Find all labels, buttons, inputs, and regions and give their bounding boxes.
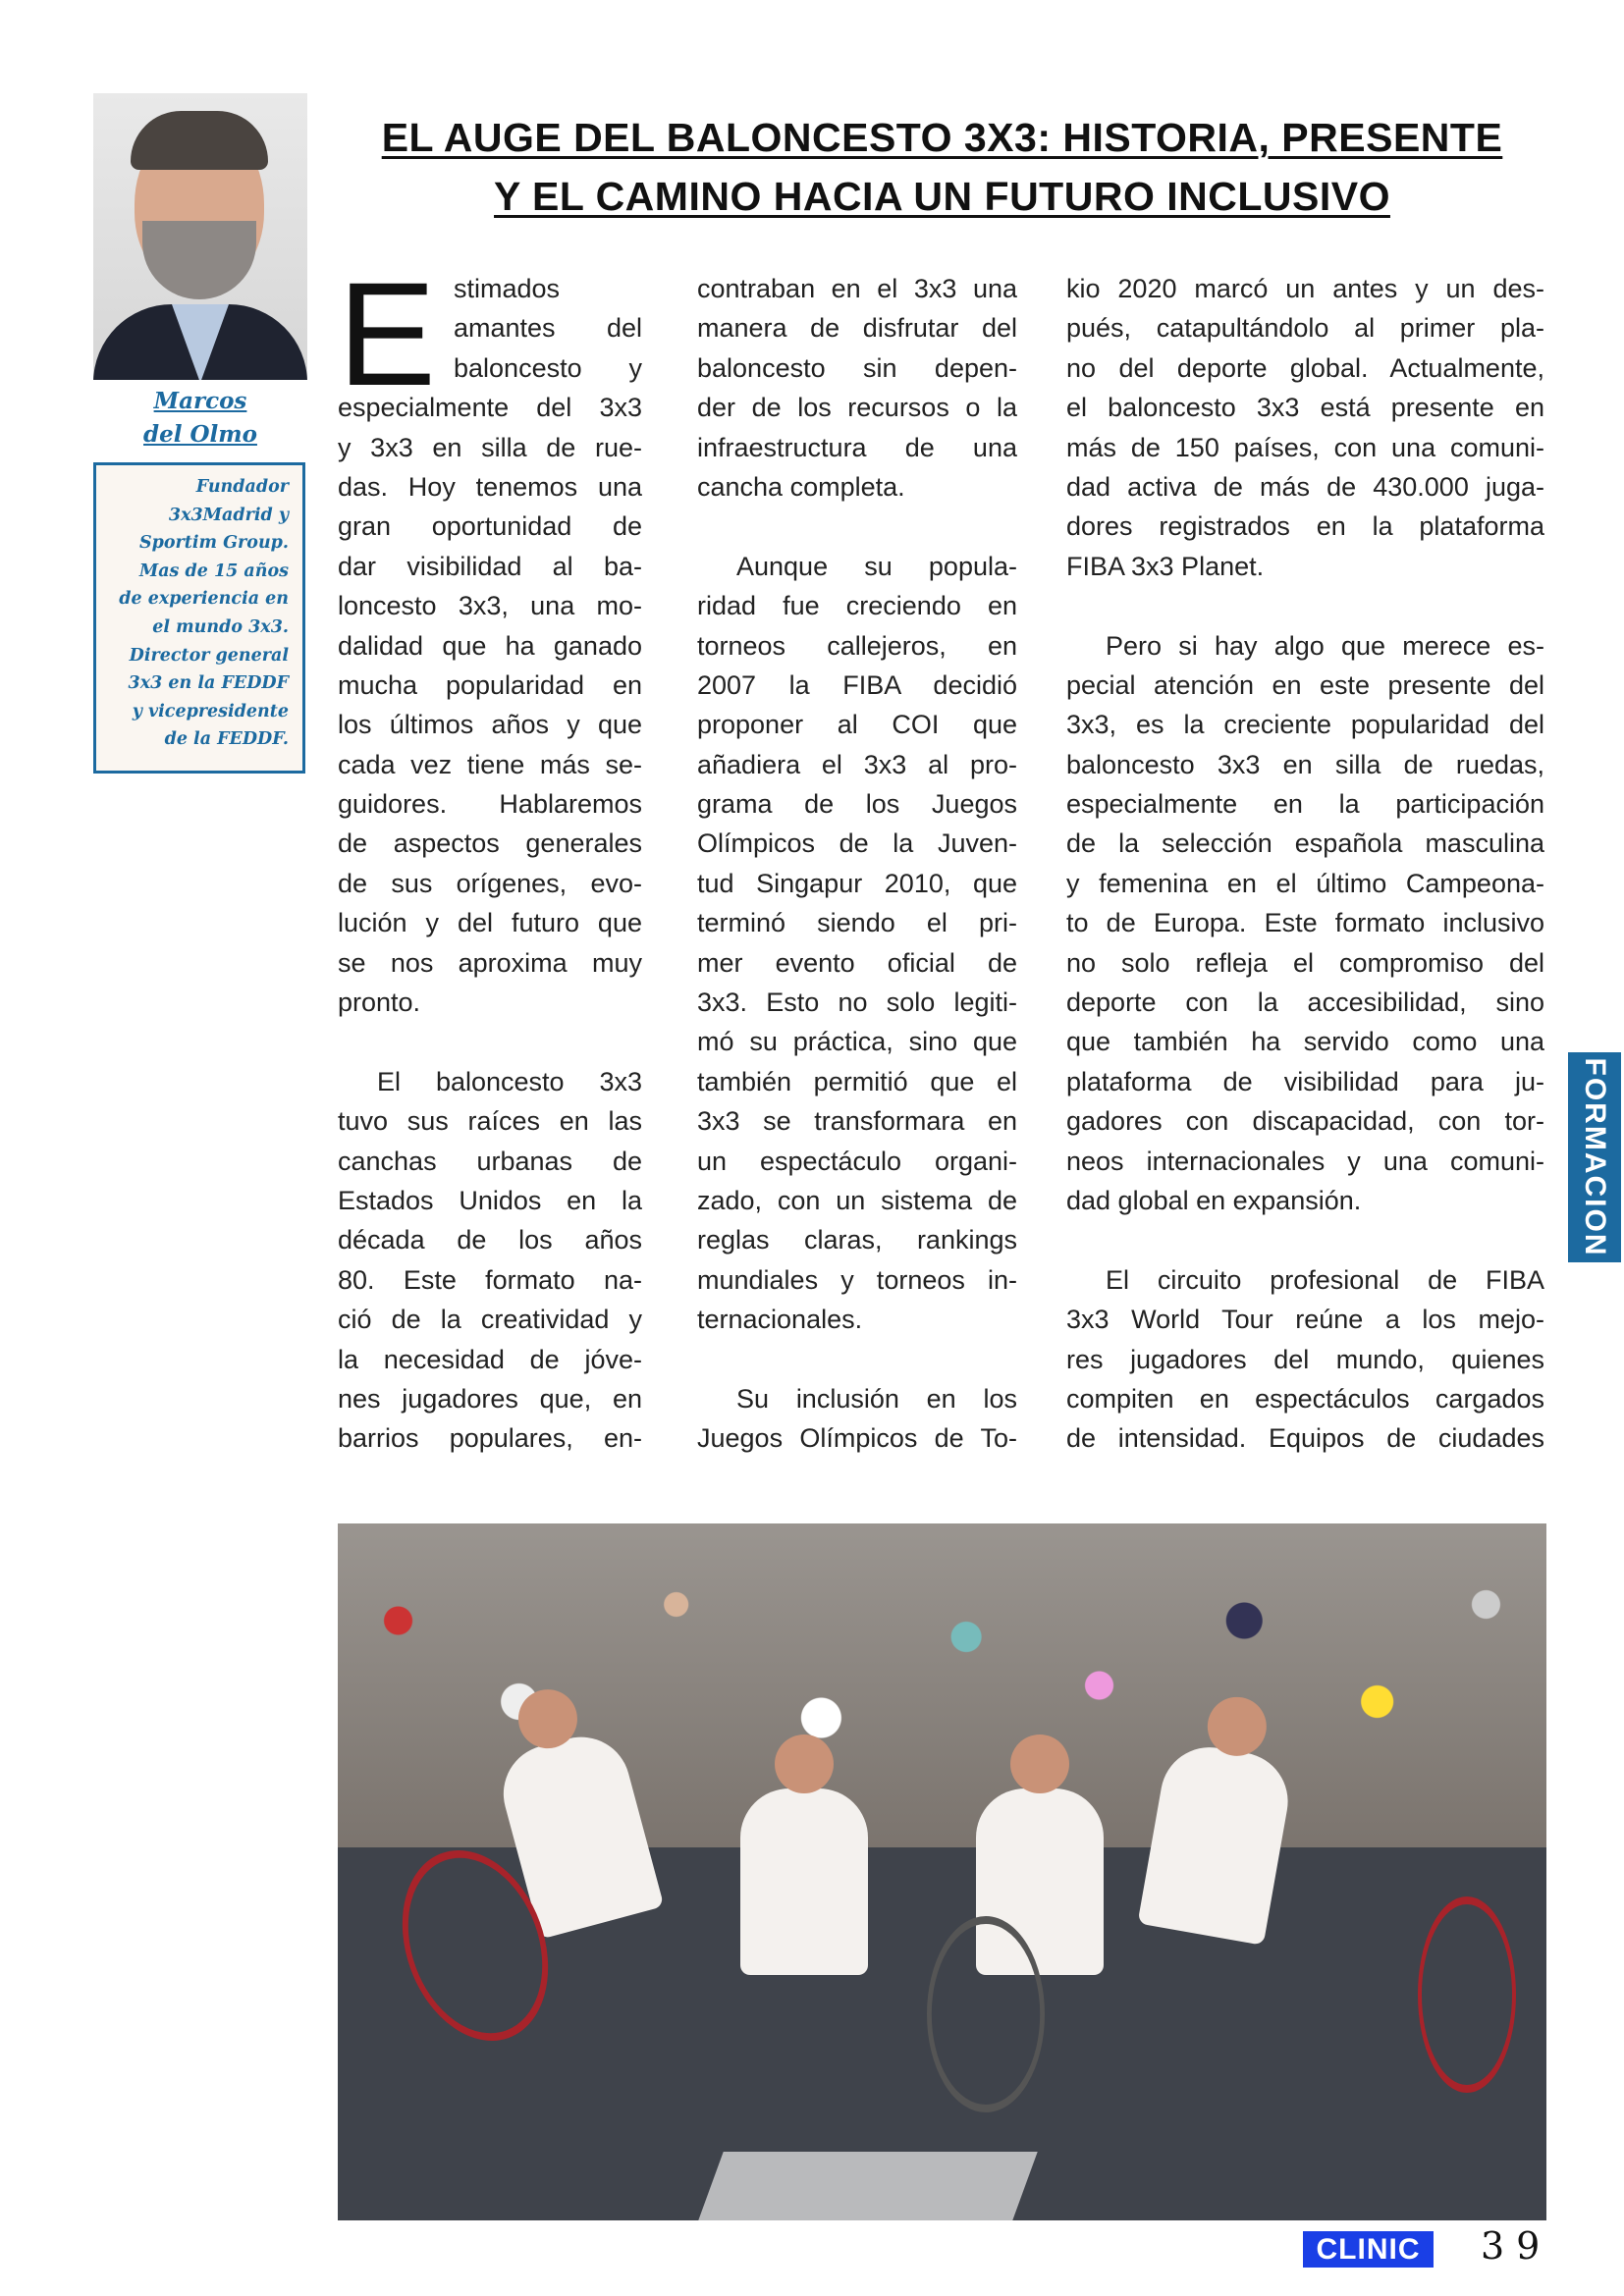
text-line: kio 2020 marcó un antes y un des- [1066, 274, 1544, 303]
bio-line: Director general [129, 645, 289, 666]
bio-line: y vicepresidente [132, 701, 289, 721]
section-tab-label: FORMACION [1579, 1057, 1611, 1257]
text-line: plataforma de visibilidad para ju- [1066, 1066, 1544, 1096]
text-line: década de los años [338, 1225, 642, 1255]
bio-line: 3x3Madrid y [168, 505, 289, 525]
text-line: de aspectos generales [338, 828, 642, 859]
text-line: baloncesto sin depen- [697, 352, 1017, 383]
text-line: Olímpicos de la Juven- [697, 828, 1017, 859]
bio-line: de la FEDDF. [164, 729, 289, 750]
paragraph [1066, 626, 1544, 1221]
bio-line: Mas de 15 años [138, 561, 289, 581]
text-line: manera de disfrutar del [697, 313, 1017, 344]
text-line: 3x3 World Tour reúne a los mejo- [1066, 1305, 1544, 1335]
bio-line: de experiencia en [119, 589, 289, 610]
text-line: de sus orígenes, evo- [338, 868, 642, 898]
text-line: mucha popularidad en [338, 669, 642, 700]
text-line: tuvo sus raíces en las [338, 1106, 642, 1137]
drop-cap: E [338, 251, 437, 416]
text-line: proponer al COI que [697, 710, 1017, 740]
article-column-1 [338, 251, 642, 1459]
text-line: mer evento oficial de [697, 947, 1017, 978]
author-photo [93, 93, 307, 380]
text-line: contraban en el 3x3 una [697, 274, 1017, 303]
text-line: cada vez tiene más se- [338, 749, 642, 779]
text-line: 80. Este formato na- [338, 1264, 642, 1295]
text-line: la necesidad de jóve- [338, 1344, 642, 1374]
text-line: infraestructura de una [697, 432, 1017, 462]
text-line: 3x3, es la creciente popularidad del [1066, 710, 1544, 740]
author-bio-box [93, 462, 305, 774]
text-line: pués, catapultándolo al primer pla- [1066, 313, 1544, 344]
article-photo [338, 1523, 1546, 2220]
text-line: dar visibilidad al ba- [338, 551, 642, 581]
text-line: das. Hoy tenemos una [338, 471, 642, 502]
text-line: especialmente del 3x3 [338, 393, 642, 423]
text-line: Pero si hay algo que merece es- [1106, 630, 1544, 661]
bio-line: el mundo 3x3. [152, 616, 289, 637]
text-line: terminó siendo el pri- [697, 908, 1017, 938]
text-line: baloncesto 3x3 en silla de ruedas, [1066, 749, 1544, 779]
text-line: der de los recursos o la [697, 393, 1017, 423]
text-line: mundiales y torneos in- [697, 1264, 1017, 1295]
text-line: Aunque su popula- [736, 551, 1017, 581]
text-line: baloncesto y [454, 352, 642, 383]
text-line: no del deporte global. Actualmente, [1066, 352, 1544, 383]
article-column-3 [1066, 269, 1544, 1459]
paragraph [338, 1062, 642, 1459]
text-line: de intensidad. Equipos de ciudades [1066, 1423, 1544, 1454]
text-line: canchas urbanas de [338, 1146, 642, 1176]
text-line: loncesto 3x3, una mo- [338, 591, 642, 621]
text-line: amantes del [454, 313, 642, 344]
text-line: gadores con discapacidad, con tor- [1066, 1106, 1544, 1137]
text-line: pronto. [338, 988, 421, 1018]
section-tab [1568, 1052, 1621, 1262]
text-line: también permitió que el [697, 1066, 1017, 1096]
paragraph [697, 1379, 1017, 1459]
title-line: Y EL CAMINO HACIA UN FUTURO INCLUSIVO [494, 174, 1390, 219]
text-line: res jugadores del mundo, quienes [1066, 1344, 1544, 1374]
bio-line: 3x3 en la FEDDF [128, 673, 289, 694]
text-line: dalidad que ha ganado [338, 630, 642, 661]
text-line: deporte con la accesibilidad, sino [1066, 988, 1544, 1018]
text-line: el baloncesto 3x3 está presente en [1066, 393, 1544, 423]
text-line: gran oportunidad de [338, 511, 642, 542]
text-line: stimados [454, 274, 561, 303]
text-line: FIBA 3x3 Planet. [1066, 551, 1265, 581]
text-line: no solo refleja el compromiso del [1066, 947, 1544, 978]
title-line: EL AUGE DEL BALONCESTO 3X3: HISTORIA, PRESENTE [381, 115, 1503, 160]
text-line: 2007 la FIBA decidió [697, 669, 1017, 700]
text-line: lución y del futuro que [338, 908, 642, 938]
text-line: más de 150 países, con una comuni- [1066, 432, 1544, 462]
text-line: 3x3. Esto no solo legiti- [697, 988, 1017, 1018]
article-column-2 [697, 269, 1017, 1459]
text-line: reglas claras, rankings [697, 1225, 1017, 1255]
text-line: se nos aproxima muy [338, 947, 642, 978]
text-line: dores registrados en la plataforma [1066, 511, 1544, 542]
text-line: un espectáculo organi- [697, 1146, 1017, 1176]
text-line: ridad fue creciendo en [697, 591, 1017, 621]
text-line: tud Singapur 2010, que [697, 868, 1017, 898]
paragraph [1066, 1260, 1544, 1459]
text-line: y 3x3 en silla de rue- [338, 432, 642, 462]
author-first-name: Marcos [153, 388, 247, 414]
text-line: ció de la creatividad y [338, 1305, 642, 1335]
text-line: barrios populares, en- [338, 1423, 642, 1454]
text-line: nes jugadores que, en [338, 1383, 642, 1414]
text-line: dad activa de más de 430.000 juga- [1066, 471, 1544, 502]
text-line: grama de los Juegos [697, 789, 1017, 820]
text-line: dad global en expansión. [1066, 1185, 1362, 1215]
text-line: Estados Unidos en la [338, 1185, 642, 1215]
text-line: especialmente en la participación [1066, 789, 1544, 820]
page-number: 39 [1481, 2224, 1552, 2268]
text-line: pecial atención en este presente del [1066, 669, 1544, 700]
text-line: que también ha servido como una [1066, 1027, 1544, 1057]
article-title [338, 108, 1546, 226]
text-line: cancha completa. [697, 471, 905, 502]
paragraph [697, 269, 1017, 507]
text-line: guidores. Hablaremos [338, 789, 642, 820]
paragraph [1066, 269, 1544, 586]
text-line: compiten en espectáculos cargados [1066, 1383, 1544, 1414]
author-last-name: del Olmo [143, 421, 257, 448]
text-line: de la selección española masculina [1066, 828, 1544, 859]
text-line: El baloncesto 3x3 [377, 1066, 642, 1096]
magazine-logo: CLINIC [1303, 2231, 1434, 2268]
text-line: to de Europa. Este formato inclusivo [1066, 908, 1544, 938]
text-line: neos internacionales y una comuni- [1066, 1146, 1544, 1176]
text-line: Su inclusión en los [736, 1383, 1017, 1414]
text-line: 3x3 se transformara en [697, 1106, 1017, 1137]
text-line: ternacionales. [697, 1305, 863, 1335]
text-line: y femenina en el último Campeona- [1066, 868, 1544, 898]
paragraph [697, 547, 1017, 1340]
author-name [93, 385, 307, 452]
text-line: El circuito profesional de FIBA [1106, 1264, 1544, 1295]
paragraph [338, 251, 642, 1022]
text-line: los últimos años y que [338, 710, 642, 740]
text-line: torneos callejeros, en [697, 630, 1017, 661]
bio-line: Fundador [195, 477, 289, 497]
text-line: añadiera el 3x3 al pro- [697, 749, 1017, 779]
text-line: mó su práctica, sino que [697, 1027, 1017, 1057]
text-line: Juegos Olímpicos de To- [697, 1423, 1017, 1454]
bio-line: Sportim Group. [139, 533, 289, 554]
text-line: zado, con un sistema de [697, 1185, 1017, 1215]
